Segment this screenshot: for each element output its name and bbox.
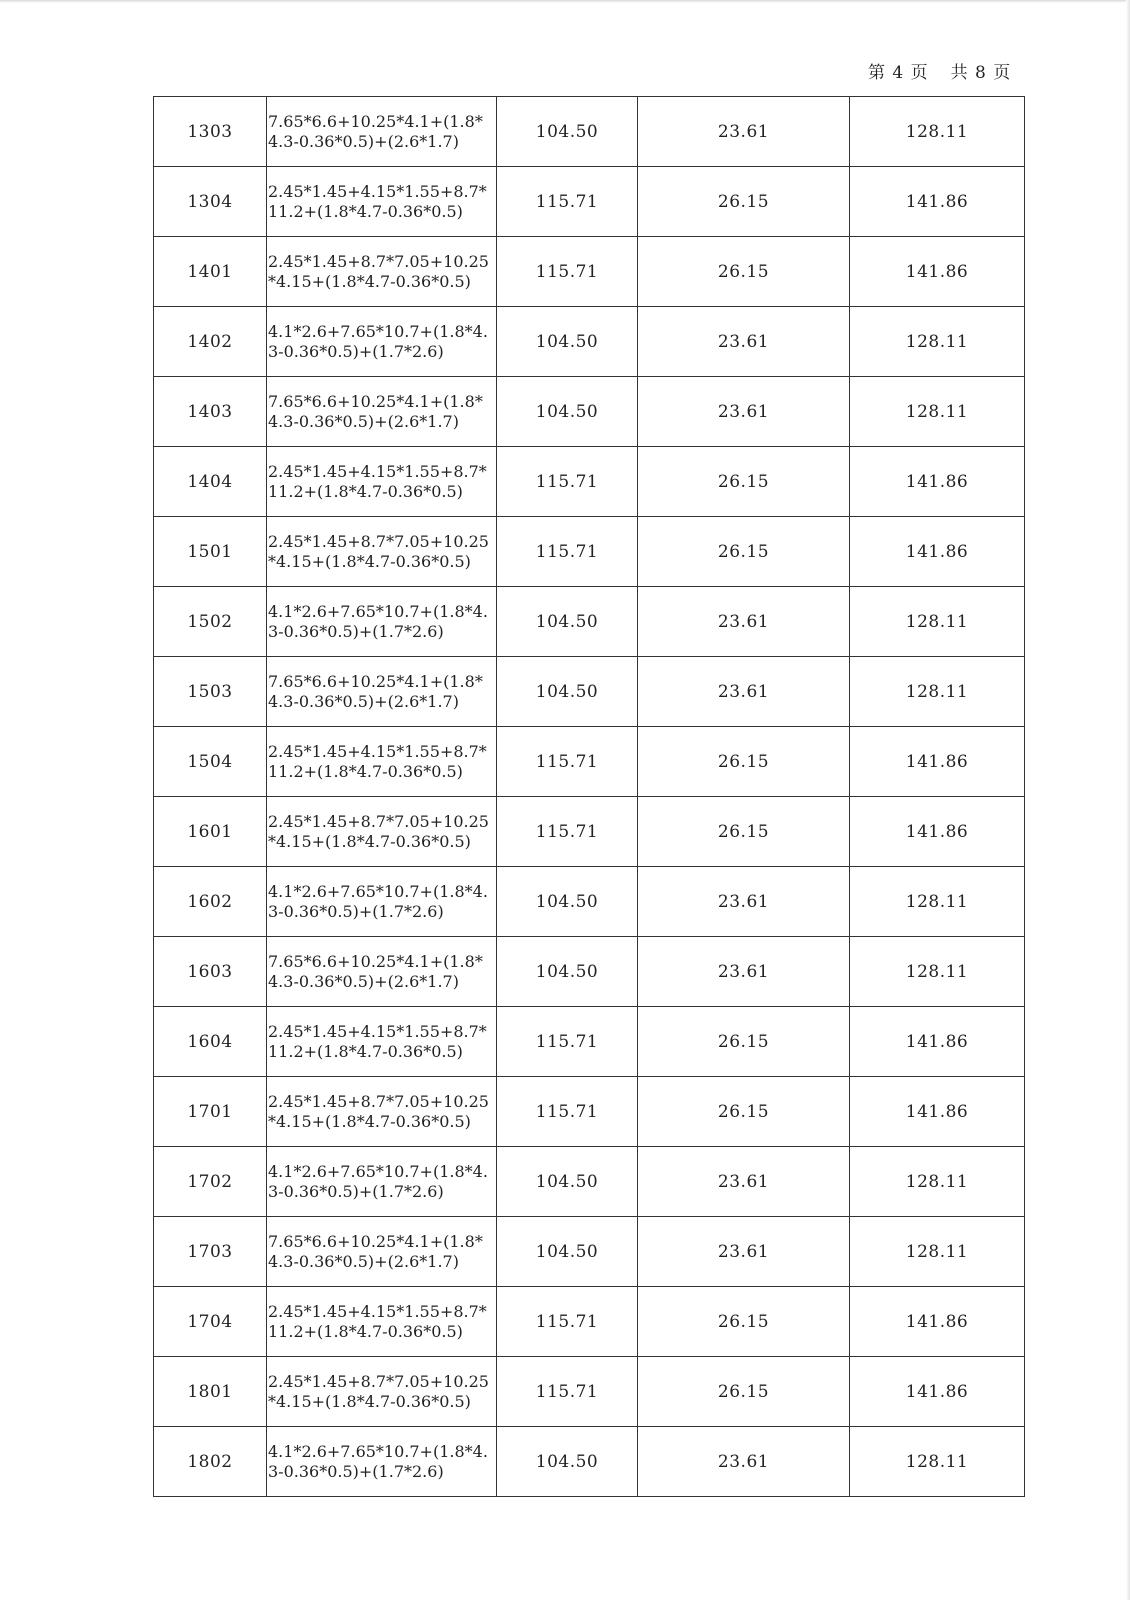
table-row xyxy=(154,1077,1025,1147)
unit-area-table xyxy=(153,96,1025,1497)
unit-number-cell: 1603 xyxy=(154,937,267,1007)
area-total-cell: 128.11 xyxy=(850,307,1025,377)
area-b-cell: 26.15 xyxy=(638,1357,850,1427)
area-total-cell: 141.86 xyxy=(850,517,1025,587)
area-b-cell: 23.61 xyxy=(638,1217,850,1287)
unit-number-cell: 1504 xyxy=(154,727,267,797)
area-b-cell: 23.61 xyxy=(638,1147,850,1217)
area-total-cell: 141.86 xyxy=(850,237,1025,307)
table-row xyxy=(154,867,1025,937)
table-row xyxy=(154,167,1025,237)
unit-number-cell: 1601 xyxy=(154,797,267,867)
page-number-header xyxy=(868,58,1011,83)
area-formula-cell: 2.45*1.45+4.15*1.55+8.7*11.2+(1.8*4.7-0.36*0.5) xyxy=(267,1287,497,1357)
table-row xyxy=(154,797,1025,867)
area-total-cell: 128.11 xyxy=(850,657,1025,727)
area-a-cell: 115.71 xyxy=(497,1357,638,1427)
unit-number-cell: 1801 xyxy=(154,1357,267,1427)
unit-number-cell: 1502 xyxy=(154,587,267,657)
area-formula-cell: 7.65*6.6+10.25*4.1+(1.8*4.3-0.36*0.5)+(2.6*1.7) xyxy=(267,937,497,1007)
area-b-cell: 26.15 xyxy=(638,1007,850,1077)
area-total-cell: 141.86 xyxy=(850,727,1025,797)
area-a-cell: 115.71 xyxy=(497,167,638,237)
area-formula-cell: 2.45*1.45+8.7*7.05+10.25*4.15+(1.8*4.7-0.36*0.5) xyxy=(267,797,497,867)
area-b-cell: 26.15 xyxy=(638,167,850,237)
scan-edge-right xyxy=(1126,0,1130,1600)
area-b-cell: 23.61 xyxy=(638,1427,850,1497)
area-formula-cell: 2.45*1.45+8.7*7.05+10.25*4.15+(1.8*4.7-0.36*0.5) xyxy=(267,237,497,307)
table-row xyxy=(154,1007,1025,1077)
area-formula-cell: 7.65*6.6+10.25*4.1+(1.8*4.3-0.36*0.5)+(2.6*1.7) xyxy=(267,657,497,727)
area-b-cell: 23.61 xyxy=(638,377,850,447)
table-row xyxy=(154,1357,1025,1427)
unit-number-cell: 1702 xyxy=(154,1147,267,1217)
area-formula-cell: 2.45*1.45+8.7*7.05+10.25*4.15+(1.8*4.7-0.36*0.5) xyxy=(267,1357,497,1427)
unit-number-cell: 1402 xyxy=(154,307,267,377)
table-row xyxy=(154,377,1025,447)
area-formula-cell: 2.45*1.45+8.7*7.05+10.25*4.15+(1.8*4.7-0.36*0.5) xyxy=(267,1077,497,1147)
area-a-cell: 115.71 xyxy=(497,1077,638,1147)
table-row xyxy=(154,1287,1025,1357)
area-total-cell: 128.11 xyxy=(850,97,1025,167)
area-total-cell: 141.86 xyxy=(850,797,1025,867)
unit-number-cell: 1304 xyxy=(154,167,267,237)
area-formula-cell: 7.65*6.6+10.25*4.1+(1.8*4.3-0.36*0.5)+(2.6*1.7) xyxy=(267,1217,497,1287)
area-a-cell: 104.50 xyxy=(497,937,638,1007)
area-total-cell: 141.86 xyxy=(850,167,1025,237)
area-a-cell: 104.50 xyxy=(497,867,638,937)
table-row xyxy=(154,447,1025,517)
area-formula-cell: 4.1*2.6+7.65*10.7+(1.8*4.3-0.36*0.5)+(1.7*2.6) xyxy=(267,587,497,657)
unit-number-cell: 1704 xyxy=(154,1287,267,1357)
area-a-cell: 104.50 xyxy=(497,307,638,377)
unit-number-cell: 1802 xyxy=(154,1427,267,1497)
area-b-cell: 23.61 xyxy=(638,867,850,937)
page-current-label: 第 4 页 xyxy=(868,63,929,83)
area-formula-cell: 2.45*1.45+4.15*1.55+8.7*11.2+(1.8*4.7-0.36*0.5) xyxy=(267,1007,497,1077)
table-row xyxy=(154,307,1025,377)
area-a-cell: 115.71 xyxy=(497,727,638,797)
area-total-cell: 128.11 xyxy=(850,867,1025,937)
area-formula-cell: 7.65*6.6+10.25*4.1+(1.8*4.3-0.36*0.5)+(2.6*1.7) xyxy=(267,97,497,167)
unit-number-cell: 1404 xyxy=(154,447,267,517)
table-row xyxy=(154,517,1025,587)
area-total-cell: 128.11 xyxy=(850,1427,1025,1497)
area-total-cell: 141.86 xyxy=(850,447,1025,517)
area-a-cell: 115.71 xyxy=(497,517,638,587)
area-b-cell: 23.61 xyxy=(638,937,850,1007)
unit-number-cell: 1701 xyxy=(154,1077,267,1147)
area-total-cell: 141.86 xyxy=(850,1287,1025,1357)
area-total-cell: 128.11 xyxy=(850,377,1025,447)
table-row xyxy=(154,587,1025,657)
table-row xyxy=(154,727,1025,797)
scan-edge-top xyxy=(0,0,1130,3)
table-row xyxy=(154,1147,1025,1217)
area-a-cell: 115.71 xyxy=(497,237,638,307)
area-formula-cell: 4.1*2.6+7.65*10.7+(1.8*4.3-0.36*0.5)+(1.7*2.6) xyxy=(267,307,497,377)
area-b-cell: 26.15 xyxy=(638,727,850,797)
area-b-cell: 26.15 xyxy=(638,447,850,517)
unit-number-cell: 1503 xyxy=(154,657,267,727)
area-a-cell: 115.71 xyxy=(497,1287,638,1357)
area-formula-cell: 2.45*1.45+4.15*1.55+8.7*11.2+(1.8*4.7-0.36*0.5) xyxy=(267,447,497,517)
table-row xyxy=(154,97,1025,167)
unit-number-cell: 1604 xyxy=(154,1007,267,1077)
area-b-cell: 26.15 xyxy=(638,1287,850,1357)
table-row xyxy=(154,937,1025,1007)
table-row xyxy=(154,1427,1025,1497)
area-a-cell: 104.50 xyxy=(497,1147,638,1217)
area-a-cell: 115.71 xyxy=(497,447,638,517)
page-total-label: 共 8 页 xyxy=(950,63,1012,83)
area-total-cell: 141.86 xyxy=(850,1357,1025,1427)
area-a-cell: 104.50 xyxy=(497,377,638,447)
unit-number-cell: 1501 xyxy=(154,517,267,587)
area-b-cell: 23.61 xyxy=(638,97,850,167)
area-total-cell: 141.86 xyxy=(850,1077,1025,1147)
table-row xyxy=(154,237,1025,307)
area-total-cell: 128.11 xyxy=(850,587,1025,657)
area-a-cell: 104.50 xyxy=(497,587,638,657)
unit-area-table-body xyxy=(154,97,1025,1497)
unit-number-cell: 1401 xyxy=(154,237,267,307)
area-formula-cell: 7.65*6.6+10.25*4.1+(1.8*4.3-0.36*0.5)+(2.6*1.7) xyxy=(267,377,497,447)
unit-number-cell: 1602 xyxy=(154,867,267,937)
area-formula-cell: 4.1*2.6+7.65*10.7+(1.8*4.3-0.36*0.5)+(1.7*2.6) xyxy=(267,867,497,937)
area-formula-cell: 2.45*1.45+4.15*1.55+8.7*11.2+(1.8*4.7-0.36*0.5) xyxy=(267,727,497,797)
area-a-cell: 115.71 xyxy=(497,797,638,867)
area-a-cell: 104.50 xyxy=(497,1427,638,1497)
unit-number-cell: 1403 xyxy=(154,377,267,447)
area-a-cell: 104.50 xyxy=(497,97,638,167)
area-b-cell: 23.61 xyxy=(638,657,850,727)
table-row xyxy=(154,657,1025,727)
area-b-cell: 23.61 xyxy=(638,307,850,377)
area-b-cell: 26.15 xyxy=(638,517,850,587)
area-total-cell: 128.11 xyxy=(850,1147,1025,1217)
area-a-cell: 104.50 xyxy=(497,1217,638,1287)
area-total-cell: 128.11 xyxy=(850,1217,1025,1287)
unit-number-cell: 1303 xyxy=(154,97,267,167)
area-formula-cell: 2.45*1.45+8.7*7.05+10.25*4.15+(1.8*4.7-0.36*0.5) xyxy=(267,517,497,587)
table-row xyxy=(154,1217,1025,1287)
unit-number-cell: 1703 xyxy=(154,1217,267,1287)
area-a-cell: 104.50 xyxy=(497,657,638,727)
area-formula-cell: 4.1*2.6+7.65*10.7+(1.8*4.3-0.36*0.5)+(1.7*2.6) xyxy=(267,1427,497,1497)
area-b-cell: 26.15 xyxy=(638,1077,850,1147)
area-b-cell: 26.15 xyxy=(638,797,850,867)
area-a-cell: 115.71 xyxy=(497,1007,638,1077)
area-formula-cell: 2.45*1.45+4.15*1.55+8.7*11.2+(1.8*4.7-0.36*0.5) xyxy=(267,167,497,237)
area-total-cell: 128.11 xyxy=(850,937,1025,1007)
area-formula-cell: 4.1*2.6+7.65*10.7+(1.8*4.3-0.36*0.5)+(1.7*2.6) xyxy=(267,1147,497,1217)
area-b-cell: 26.15 xyxy=(638,237,850,307)
area-b-cell: 23.61 xyxy=(638,587,850,657)
area-total-cell: 141.86 xyxy=(850,1007,1025,1077)
